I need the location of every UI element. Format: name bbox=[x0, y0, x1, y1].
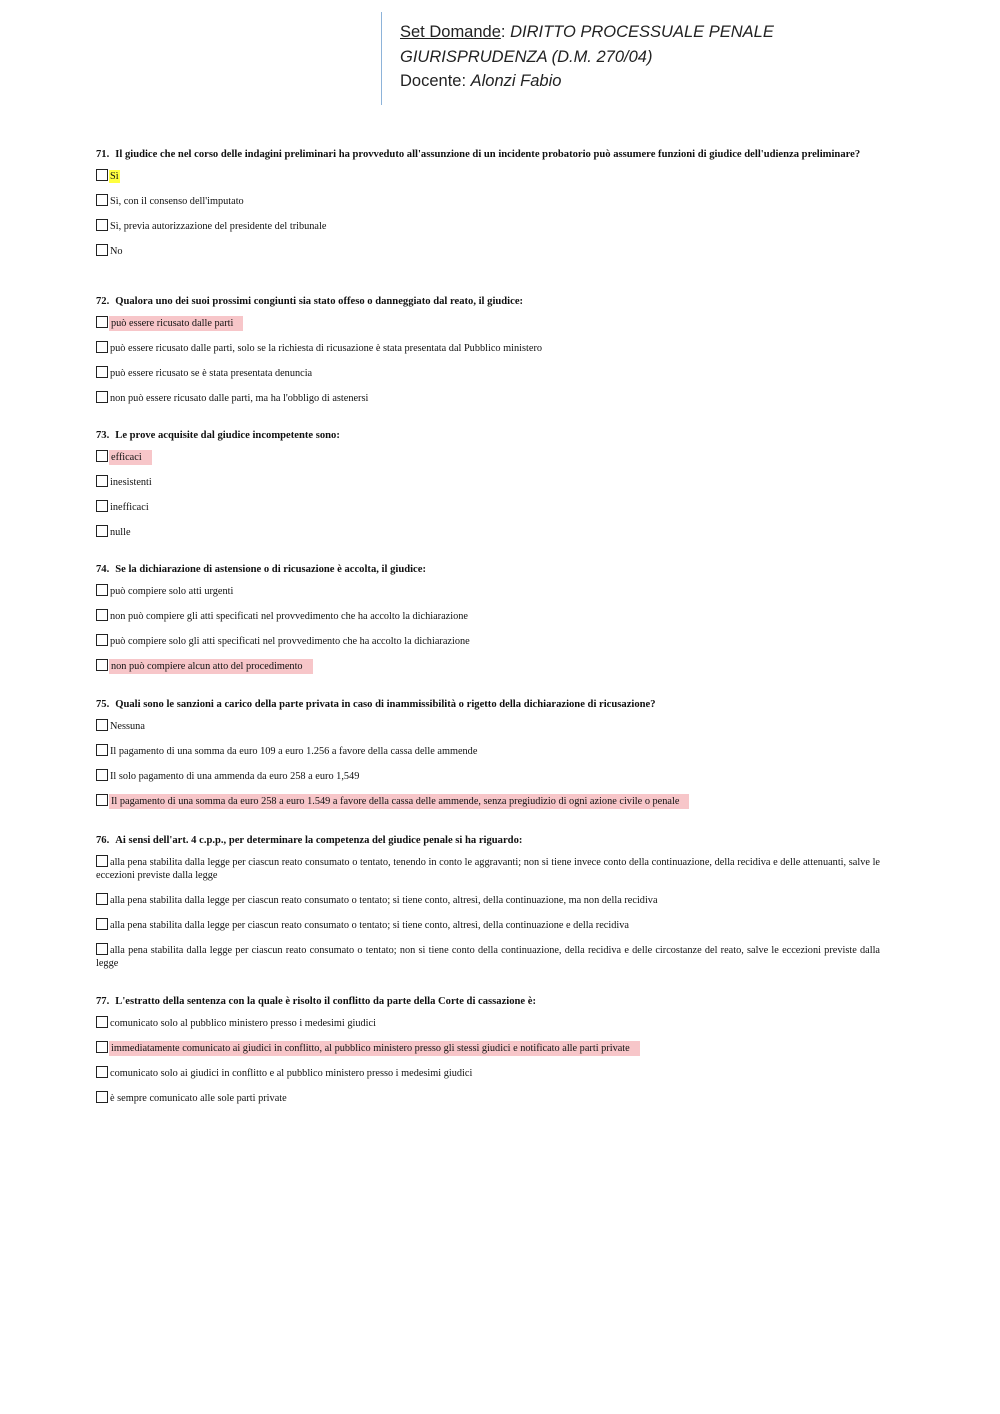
question-body: Se la dichiarazione di astensione o di ricusazione è accolta, il giudice: bbox=[115, 564, 426, 575]
answer-label: può compiere solo gli atti specificati nel provvedimento che ha accolto la dichiarazione bbox=[110, 636, 470, 647]
answer-checkbox[interactable] bbox=[96, 659, 108, 671]
course-title-line1: DIRITTO PROCESSUALE PENALE bbox=[510, 23, 774, 41]
answer-option[interactable] bbox=[96, 918, 880, 932]
question-body: Ai sensi dell'art. 4 c.p.p., per determinare la competenza del giudice penale si ha riguardo: bbox=[115, 835, 523, 846]
answer-option[interactable] bbox=[96, 584, 880, 598]
answer-checkbox[interactable] bbox=[96, 1041, 108, 1053]
answer-option[interactable] bbox=[96, 609, 880, 623]
answer-label: può essere ricusato dalle parti bbox=[109, 316, 243, 331]
answer-label: immediatamente comunicato ai giudici in conflitto, al pubblico ministero presso gli stessi giudici e notificato alle parti private bbox=[109, 1041, 640, 1056]
answer-label: alla pena stabilita dalla legge per ciascun reato consumato o tentato; non si tiene conto della continuazione, della recidiva e delle circostanze del reato, salve le eccezioni previste dalla legge bbox=[96, 945, 880, 969]
answer-label: Il pagamento di una somma da euro 258 a euro 1.549 a favore della cassa delle ammende, senza pregiudizio di ogni azione civile o penale bbox=[109, 794, 689, 809]
answer-checkbox[interactable] bbox=[96, 391, 108, 403]
question-number: 76. bbox=[96, 835, 110, 846]
answer-checkbox[interactable] bbox=[96, 769, 108, 781]
answer-option[interactable] bbox=[96, 1016, 880, 1030]
set-title-line bbox=[400, 20, 941, 45]
answer-option[interactable] bbox=[96, 450, 880, 464]
answer-option[interactable] bbox=[96, 794, 880, 808]
answer-label: alla pena stabilita dalla legge per ciascun reato consumato o tentato, tenendo in conto le aggravanti; non si tiene invece conto della continuazione, della recidiva e delle attenuanti, salve le eccezioni previste dalla legge bbox=[96, 857, 880, 881]
answer-label: comunicato solo al pubblico ministero presso i medesimi giudici bbox=[110, 1018, 376, 1029]
question-number: 75. bbox=[96, 699, 110, 710]
answer-label: Il pagamento di una somma da euro 109 a euro 1.256 a favore della cassa delle ammende bbox=[110, 746, 478, 757]
answer-checkbox[interactable] bbox=[96, 525, 108, 537]
answer-checkbox[interactable] bbox=[96, 893, 108, 905]
answer-option[interactable] bbox=[96, 391, 880, 405]
question-72 bbox=[96, 296, 880, 416]
answer-label: può compiere solo atti urgenti bbox=[110, 586, 234, 597]
answer-option[interactable] bbox=[96, 855, 880, 882]
answer-checkbox[interactable] bbox=[96, 169, 108, 181]
answer-checkbox[interactable] bbox=[96, 194, 108, 206]
question-number: 72. bbox=[96, 296, 110, 307]
answer-option[interactable] bbox=[96, 316, 880, 330]
answer-option[interactable] bbox=[96, 475, 880, 489]
answer-checkbox[interactable] bbox=[96, 609, 108, 621]
answer-checkbox[interactable] bbox=[96, 500, 108, 512]
answer-checkbox[interactable] bbox=[96, 1016, 108, 1028]
answer-label: non può essere ricusato dalle parti, ma ha l'obbligo di astenersi bbox=[110, 393, 369, 404]
answer-label: inefficaci bbox=[110, 502, 149, 513]
answer-option[interactable] bbox=[96, 1091, 880, 1105]
set-label: Set Domande bbox=[400, 23, 501, 41]
answer-checkbox[interactable] bbox=[96, 316, 108, 328]
question-number: 77. bbox=[96, 996, 110, 1007]
answer-label: può essere ricusato dalle parti, solo se la richiesta di ricusazione è stata presentata dal Pubblico ministero bbox=[110, 343, 543, 354]
answer-option[interactable] bbox=[96, 219, 880, 233]
question-77 bbox=[96, 996, 880, 1116]
answer-label: non può compiere alcun atto del procedimento bbox=[109, 659, 313, 674]
answer-checkbox[interactable] bbox=[96, 794, 108, 806]
docente-name: Alonzi Fabio bbox=[470, 72, 562, 90]
answer-option[interactable] bbox=[96, 659, 880, 673]
question-number: 74. bbox=[96, 564, 110, 575]
answer-label: può essere ricusato se è stata presentata denuncia bbox=[110, 368, 313, 379]
question-text bbox=[96, 149, 880, 161]
answer-checkbox[interactable] bbox=[96, 1091, 108, 1103]
answer-checkbox[interactable] bbox=[96, 744, 108, 756]
answer-option[interactable] bbox=[96, 194, 880, 208]
question-body: Il giudice che nel corso delle indagini preliminari ha provveduto all'assunzione di un incidente probatorio può assumere funzioni di giudice dell'udienza preliminare? bbox=[115, 149, 861, 160]
answer-option[interactable] bbox=[96, 1066, 880, 1080]
answer-option[interactable] bbox=[96, 500, 880, 514]
answer-label: alla pena stabilita dalla legge per ciascun reato consumato o tentato; si tiene conto, altresì, della continuazione, ma non della recidiva bbox=[110, 895, 658, 906]
question-body: Qualora uno dei suoi prossimi congiunti sia stato offeso o danneggiato dal reato, il giudice: bbox=[115, 296, 524, 307]
answer-option[interactable] bbox=[96, 893, 880, 907]
docente-line bbox=[400, 69, 941, 94]
answer-option[interactable] bbox=[96, 719, 880, 733]
question-76 bbox=[96, 835, 880, 981]
question-73 bbox=[96, 430, 880, 550]
answer-label: Sì bbox=[110, 171, 119, 182]
question-text bbox=[96, 996, 880, 1008]
question-text bbox=[96, 430, 880, 442]
answer-label: inesistenti bbox=[110, 477, 152, 488]
question-74 bbox=[96, 564, 880, 684]
question-text bbox=[96, 835, 880, 847]
answer-checkbox[interactable] bbox=[96, 450, 108, 462]
question-body: Le prove acquisite dal giudice incompetente sono: bbox=[115, 430, 340, 441]
answer-checkbox[interactable] bbox=[96, 1066, 108, 1078]
answer-option[interactable] bbox=[96, 744, 880, 758]
answer-checkbox[interactable] bbox=[96, 366, 108, 378]
answer-option[interactable] bbox=[96, 244, 880, 258]
set-separator: : bbox=[500, 23, 511, 41]
question-text bbox=[96, 699, 880, 711]
question-75 bbox=[96, 699, 880, 819]
answer-label: efficaci bbox=[109, 450, 152, 465]
answer-label: No bbox=[110, 246, 123, 257]
answer-checkbox[interactable] bbox=[96, 943, 108, 955]
answer-checkbox[interactable] bbox=[96, 634, 108, 646]
answer-checkbox[interactable] bbox=[96, 341, 108, 353]
docente-label: Docente: bbox=[400, 72, 471, 90]
answer-option[interactable] bbox=[96, 1041, 880, 1055]
answer-checkbox[interactable] bbox=[96, 719, 108, 731]
answer-label: è sempre comunicato alle sole parti private bbox=[110, 1093, 287, 1104]
question-body: Quali sono le sanzioni a carico della parte privata in caso di inammissibilità o rigetto della dichiarazione di ricusazione? bbox=[115, 699, 656, 710]
question-71 bbox=[96, 149, 880, 269]
answer-option[interactable] bbox=[96, 169, 880, 183]
answer-option[interactable] bbox=[96, 525, 880, 539]
answer-option[interactable] bbox=[96, 341, 880, 355]
answer-label: comunicato solo ai giudici in conflitto e al pubblico ministero presso i medesimi giudici bbox=[110, 1068, 473, 1079]
document-header bbox=[381, 12, 941, 105]
answer-label: Sì, previa autorizzazione del presidente del tribunale bbox=[110, 221, 327, 232]
answer-label: Il solo pagamento di una ammenda da euro 258 a euro 1,549 bbox=[110, 771, 360, 782]
question-text bbox=[96, 564, 880, 576]
question-body: L'estratto della sentenza con la quale è risolto il conflitto da parte della Corte di cassazione è: bbox=[115, 996, 536, 1007]
answer-checkbox[interactable] bbox=[96, 855, 108, 867]
answer-option[interactable] bbox=[96, 769, 880, 783]
answer-checkbox[interactable] bbox=[96, 918, 108, 930]
answer-label: Nessuna bbox=[110, 721, 145, 732]
answer-checkbox[interactable] bbox=[96, 475, 108, 487]
answer-checkbox[interactable] bbox=[96, 584, 108, 596]
answer-option[interactable] bbox=[96, 943, 880, 970]
answer-checkbox[interactable] bbox=[96, 219, 108, 231]
question-text bbox=[96, 296, 880, 308]
answer-label: nulle bbox=[110, 527, 131, 538]
answer-label: alla pena stabilita dalla legge per ciascun reato consumato o tentato; si tiene conto, altresì, della continuazione e della recidiva bbox=[110, 920, 629, 931]
question-number: 73. bbox=[96, 430, 110, 441]
answer-label: Sì, con il consenso dell'imputato bbox=[110, 196, 244, 207]
course-title-line2: GIURISPRUDENZA (D.M. 270/04) bbox=[400, 47, 653, 66]
answer-label: non può compiere gli atti specificati nel provvedimento che ha accolto la dichiarazione bbox=[110, 611, 468, 622]
answer-checkbox[interactable] bbox=[96, 244, 108, 256]
answer-option[interactable] bbox=[96, 366, 880, 380]
answer-option[interactable] bbox=[96, 634, 880, 648]
set-title-line-2 bbox=[400, 45, 941, 70]
question-number: 71. bbox=[96, 149, 110, 160]
